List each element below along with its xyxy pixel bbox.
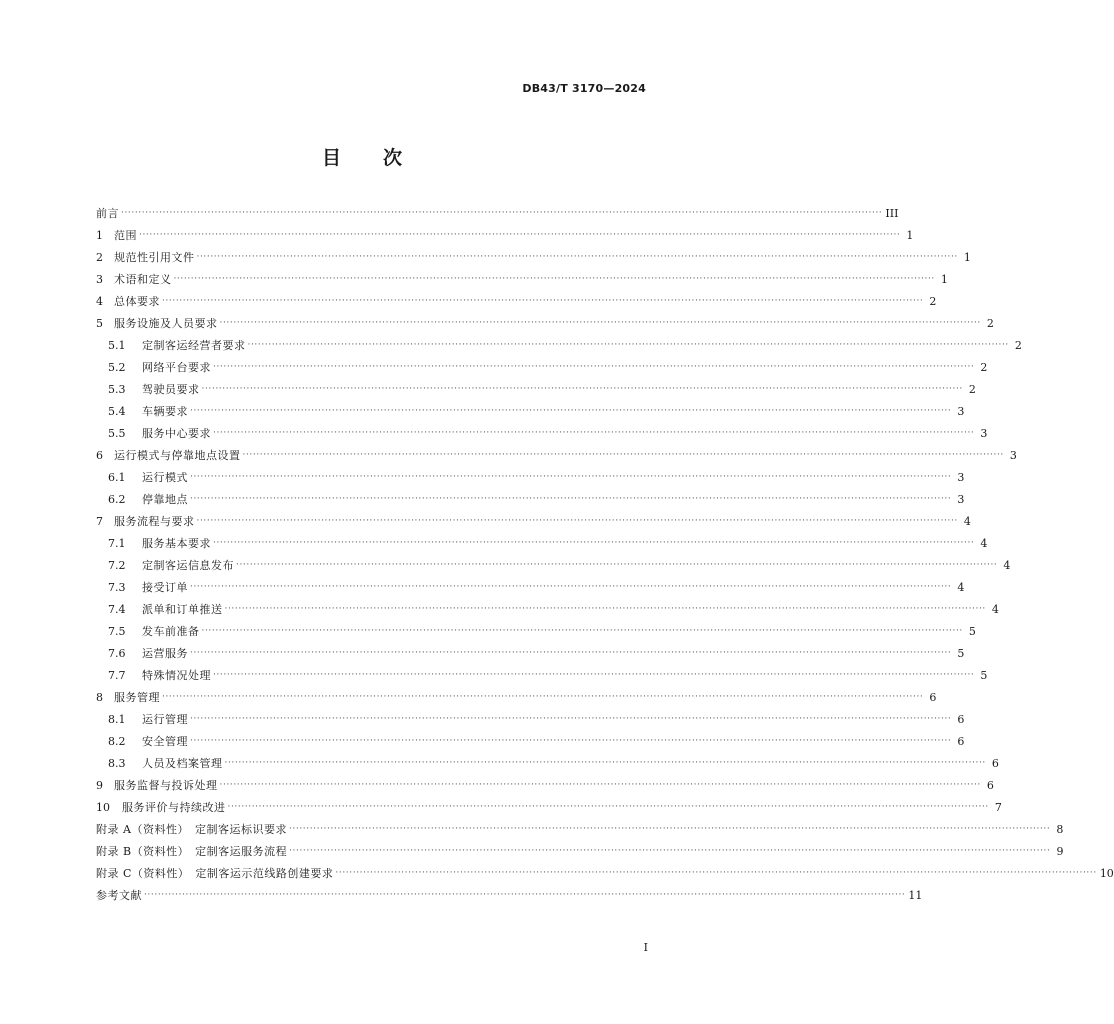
toc-entry-label: 服务评价与持续改进 xyxy=(122,801,226,814)
toc-entry-page: 4 xyxy=(991,602,999,616)
toc-entry-label: 服务设施及人员要求 xyxy=(114,317,218,330)
dot-leader: ···························································································································································································································· xyxy=(201,626,963,636)
toc-entry-label: 发车前准备 xyxy=(142,625,200,638)
toc-entry-label: 附录 B（资料性） 定制客运服务流程 xyxy=(96,845,288,858)
dot-leader: ···························································································································································································································· xyxy=(213,538,975,548)
toc-entry-label: 总体要求 xyxy=(114,295,160,308)
toc-entry-number: 10 xyxy=(96,800,110,814)
toc-entry-page: 3 xyxy=(1009,448,1017,462)
toc-entry-label: 术语和定义 xyxy=(114,273,172,286)
toc-entry-label: 派单和订单推送 xyxy=(142,603,223,616)
dot-leader: ···························································································································································································································· xyxy=(121,208,883,218)
toc-entry-number: 8.2 xyxy=(108,734,126,748)
toc-entry-label: 安全管理 xyxy=(142,735,188,748)
toc-entry[interactable] xyxy=(96,290,937,312)
toc-entry-number: 7.4 xyxy=(108,602,126,616)
toc-entry-label: 定制客运经营者要求 xyxy=(142,339,246,352)
toc-entry-label: 参考文献 xyxy=(96,889,142,902)
toc-entry-label: 驾驶员要求 xyxy=(142,383,200,396)
dot-leader: ···························································································································································································································· xyxy=(242,450,1004,460)
toc-entry-page: 5 xyxy=(980,668,988,682)
toc-entry-label: 停靠地点 xyxy=(142,493,188,506)
toc-entry[interactable] xyxy=(96,686,937,708)
toc-entry-page: 3 xyxy=(957,470,965,484)
toc-entry[interactable] xyxy=(96,510,971,532)
toc-entry-number: 5.2 xyxy=(108,360,126,374)
toc-entry[interactable] xyxy=(96,840,1064,862)
toc-entry-number: 6.1 xyxy=(108,470,126,484)
toc-entry[interactable] xyxy=(96,356,988,378)
toc-entry-label: 定制客运信息发布 xyxy=(142,559,234,572)
dot-leader: ···························································································································································································································· xyxy=(227,802,989,812)
toc-entry-page: 2 xyxy=(968,382,976,396)
toc-entry-number: 7.2 xyxy=(108,558,126,572)
toc-entry-page: 10 xyxy=(1099,866,1114,880)
toc-entry-number: 7.5 xyxy=(108,624,126,638)
toc-entry-number: 5 xyxy=(96,316,103,330)
toc-entry-page: III xyxy=(885,206,899,220)
toc-entry-label: 附录 C（资料性） 定制客运示范线路创建要求 xyxy=(96,867,334,880)
dot-leader: ···························································································································································································································· xyxy=(288,824,1051,834)
toc-entry-page: 4 xyxy=(963,514,971,528)
toc-entry-label: 车辆要求 xyxy=(142,405,188,418)
toc-entry-page: 1 xyxy=(940,272,948,286)
toc-entry-page: 5 xyxy=(968,624,976,638)
toc-entry-number: 7.6 xyxy=(108,646,126,660)
toc-entry-page: 6 xyxy=(957,734,965,748)
toc-entry-page: 4 xyxy=(957,580,965,594)
toc-entry-label: 网络平台要求 xyxy=(142,361,211,374)
toc-entry-page: 6 xyxy=(929,690,937,704)
toc-entry[interactable] xyxy=(96,268,948,290)
toc-entry-page: 3 xyxy=(980,426,988,440)
toc-entry[interactable] xyxy=(96,818,1064,840)
table-of-contents xyxy=(96,202,1114,906)
toc-entry-number: 5.5 xyxy=(108,426,126,440)
toc-entry[interactable] xyxy=(96,422,988,444)
toc-entry-number: 6.2 xyxy=(108,492,126,506)
dot-leader: ···························································································································································································································· xyxy=(196,252,958,262)
toc-entry-page: 8 xyxy=(1056,822,1064,836)
toc-entry[interactable] xyxy=(96,642,965,664)
toc-entry-label: 服务监督与投诉处理 xyxy=(114,779,218,792)
toc-entry-page: 1 xyxy=(906,228,914,242)
dot-leader: ···························································································································································································································· xyxy=(196,516,958,526)
toc-entry-number: 3 xyxy=(96,272,103,286)
toc-entry-page: 2 xyxy=(1014,338,1022,352)
toc-entry[interactable] xyxy=(96,466,965,488)
toc-entry[interactable] xyxy=(96,576,965,598)
toc-entry-page: 11 xyxy=(908,888,923,902)
toc-entry-label: 接受订单 xyxy=(142,581,188,594)
toc-entry-number: 8.1 xyxy=(108,712,126,726)
toc-entry-label: 服务流程与要求 xyxy=(114,515,195,528)
page-number: I xyxy=(643,941,648,954)
dot-leader: ···························································································································································································································· xyxy=(190,648,952,658)
toc-entry-page: 9 xyxy=(1056,844,1064,858)
toc-entry[interactable] xyxy=(96,884,923,906)
dot-leader: ···························································································································································································································· xyxy=(335,868,1097,878)
toc-entry-page: 2 xyxy=(929,294,937,308)
toc-entry-page: 2 xyxy=(980,360,988,374)
toc-entry-number: 7 xyxy=(96,514,103,528)
dot-leader: ···························································································································································································································· xyxy=(219,780,981,790)
dot-leader: ···························································································································································································································· xyxy=(190,736,952,746)
dot-leader: ···························································································································································································································· xyxy=(162,296,924,306)
toc-entry[interactable] xyxy=(96,862,1114,884)
dot-leader: ···························································································································································································································· xyxy=(236,560,998,570)
toc-entry-page: 5 xyxy=(957,646,965,660)
toc-entry[interactable] xyxy=(96,444,1017,466)
toc-entry-label: 运行模式 xyxy=(142,471,188,484)
toc-entry-page: 3 xyxy=(957,492,965,506)
toc-entry[interactable] xyxy=(96,752,999,774)
toc-entry-label: 服务管理 xyxy=(114,691,160,704)
toc-entry-label: 运行管理 xyxy=(142,713,188,726)
dot-leader: ···························································································································································································································· xyxy=(213,362,975,372)
dot-leader: ···························································································································································································································· xyxy=(201,384,963,394)
toc-entry-page: 6 xyxy=(957,712,965,726)
toc-entry-number: 9 xyxy=(96,778,103,792)
dot-leader: ···························································································································································································································· xyxy=(190,714,952,724)
toc-entry-label: 附录 A（资料性） 定制客运标识要求 xyxy=(96,823,287,836)
toc-entry-label: 人员及档案管理 xyxy=(142,757,223,770)
toc-entry-label: 服务中心要求 xyxy=(142,427,211,440)
document-code: DB43/T 3170—2024 xyxy=(522,82,646,95)
toc-entry-number: 8.3 xyxy=(108,756,126,770)
toc-entry-number: 4 xyxy=(96,294,103,308)
dot-leader: ···························································································································································································································· xyxy=(190,472,952,482)
dot-leader: ···························································································································································································································· xyxy=(190,582,952,592)
toc-entry-page: 6 xyxy=(986,778,994,792)
toc-entry-number: 7.3 xyxy=(108,580,126,594)
toc-title-left: 目 xyxy=(321,147,341,169)
toc-entry[interactable] xyxy=(96,796,1002,818)
dot-leader: ···························································································································································································································· xyxy=(173,274,935,284)
toc-entry-label: 规范性引用文件 xyxy=(114,251,195,264)
toc-entry[interactable] xyxy=(96,664,988,686)
toc-entry[interactable] xyxy=(96,400,965,422)
toc-entry-number: 1 xyxy=(96,228,103,242)
dot-leader: ···························································································································································································································· xyxy=(224,758,986,768)
dot-leader: ···························································································································································································································· xyxy=(213,670,975,680)
toc-entry-page: 4 xyxy=(980,536,988,550)
toc-entry-label: 运营服务 xyxy=(142,647,188,660)
toc-entry-label: 特殊情况处理 xyxy=(142,669,211,682)
toc-entry-number: 8 xyxy=(96,690,103,704)
toc-entry[interactable] xyxy=(96,488,965,510)
dot-leader: ···························································································································································································································· xyxy=(289,846,1051,856)
toc-entry-number: 2 xyxy=(96,250,103,264)
toc-entry-label: 服务基本要求 xyxy=(142,537,211,550)
toc-entry-number: 7.7 xyxy=(108,668,126,682)
toc-entry[interactable] xyxy=(96,202,899,224)
toc-entry-label: 前言 xyxy=(96,207,119,220)
toc-entry-page: 2 xyxy=(986,316,994,330)
toc-entry[interactable] xyxy=(96,730,965,752)
dot-leader: ···························································································································································································································· xyxy=(162,692,924,702)
toc-entry[interactable] xyxy=(96,312,994,334)
toc-entry[interactable] xyxy=(96,246,971,268)
toc-entry[interactable] xyxy=(96,620,976,642)
toc-title xyxy=(0,143,724,170)
toc-entry-page: 6 xyxy=(991,756,999,770)
toc-title-right: 次 xyxy=(383,147,403,169)
toc-entry-page: 1 xyxy=(963,250,971,264)
toc-entry-number: 7.1 xyxy=(108,536,126,550)
toc-entry-page: 3 xyxy=(957,404,965,418)
dot-leader: ···························································································································································································································· xyxy=(219,318,981,328)
toc-entry[interactable] xyxy=(96,598,999,620)
toc-entry-label: 运行模式与停靠地点设置 xyxy=(114,449,241,462)
dot-leader: ···························································································································································································································· xyxy=(144,890,906,900)
toc-entry-number: 6 xyxy=(96,448,103,462)
toc-entry-number: 5.3 xyxy=(108,382,126,396)
toc-entry-label: 范围 xyxy=(114,229,137,242)
toc-entry[interactable] xyxy=(96,224,914,246)
toc-entry[interactable] xyxy=(96,774,994,796)
toc-entry[interactable] xyxy=(96,378,976,400)
toc-entry-page: 4 xyxy=(1003,558,1011,572)
toc-entry-number: 5.1 xyxy=(108,338,126,352)
toc-entry[interactable] xyxy=(96,554,1011,576)
dot-leader: ···························································································································································································································· xyxy=(190,406,952,416)
dot-leader: ···························································································································································································································· xyxy=(247,340,1009,350)
dot-leader: ···························································································································································································································· xyxy=(190,494,952,504)
toc-entry[interactable] xyxy=(96,334,1022,356)
toc-entry-number: 5.4 xyxy=(108,404,126,418)
dot-leader: ···························································································································································································································· xyxy=(213,428,975,438)
toc-entry-page: 7 xyxy=(994,800,1002,814)
dot-leader: ···························································································································································································································· xyxy=(224,604,986,614)
dot-leader: ···························································································································································································································· xyxy=(139,230,901,240)
toc-entry[interactable] xyxy=(96,708,965,730)
toc-entry[interactable] xyxy=(96,532,988,554)
